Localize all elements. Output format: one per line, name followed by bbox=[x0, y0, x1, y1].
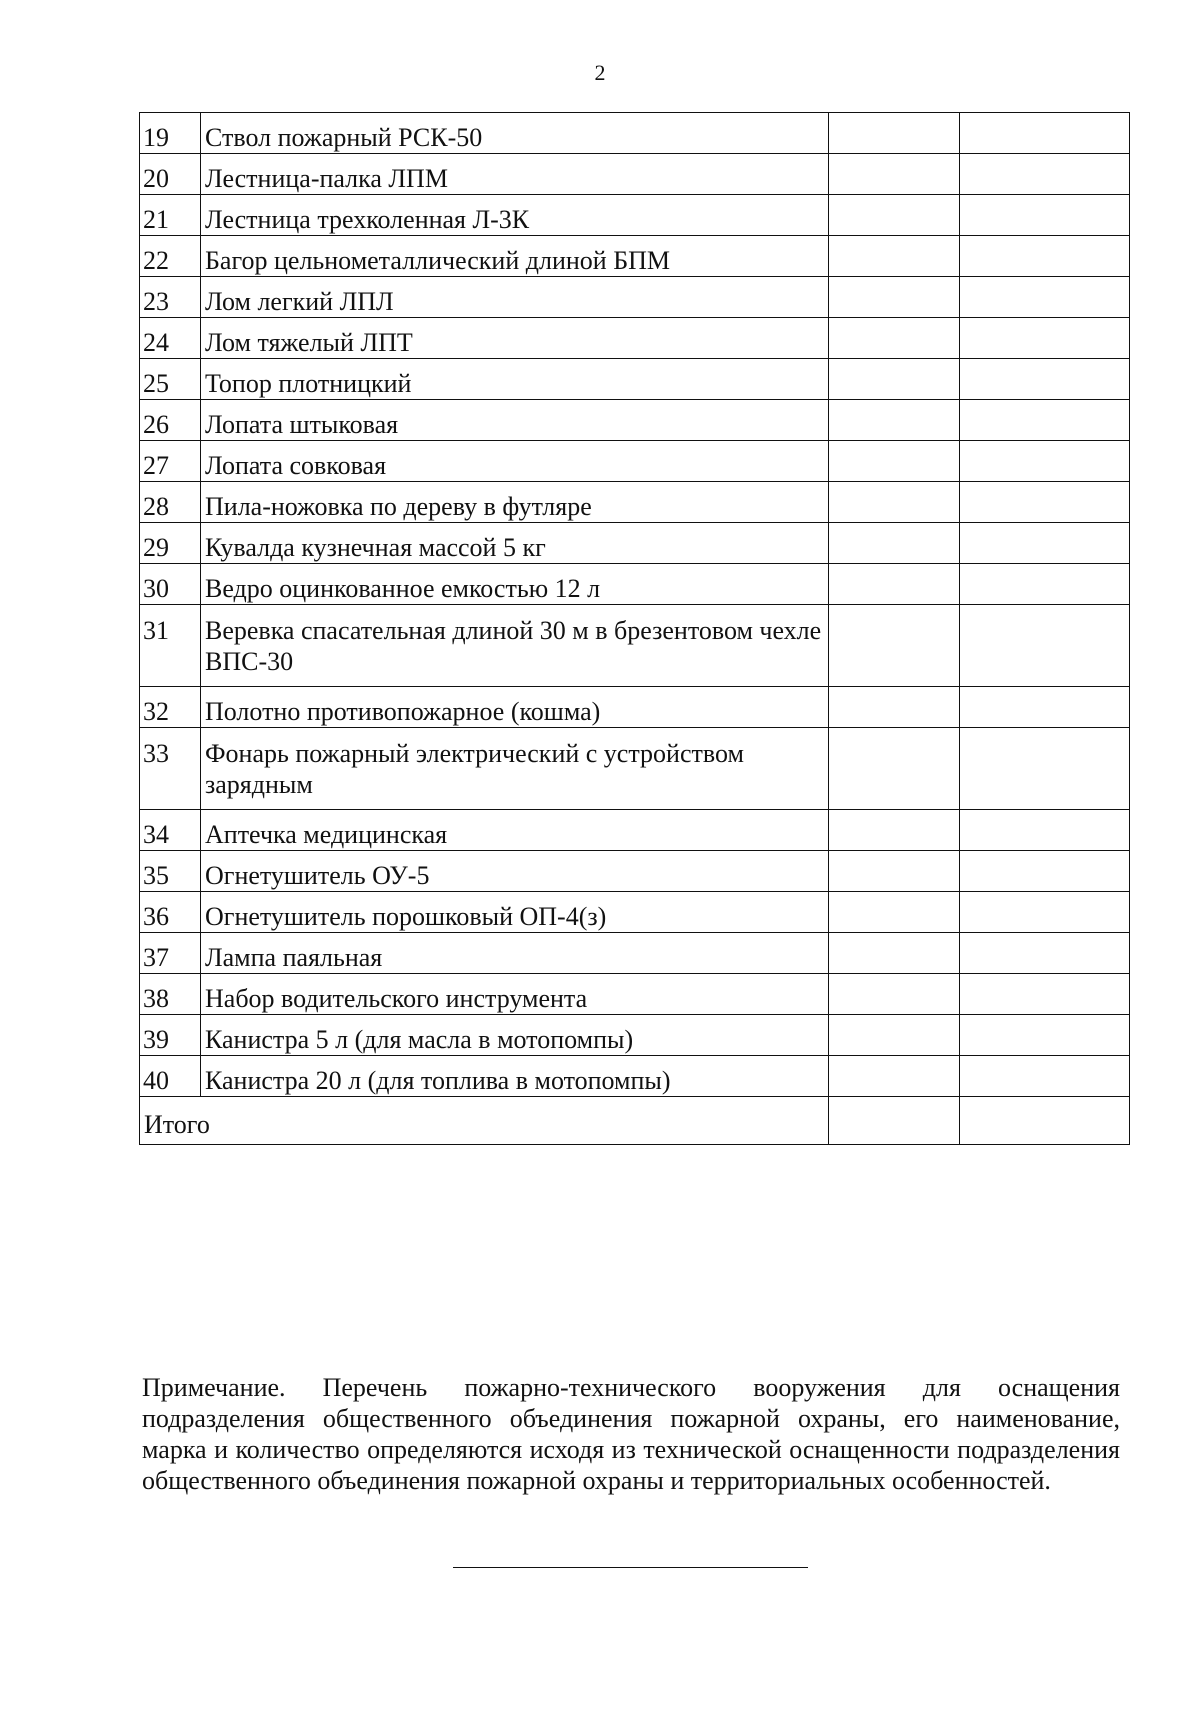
table-row bbox=[140, 851, 1130, 892]
row-empty-cell bbox=[960, 1056, 1130, 1097]
row-empty-cell bbox=[960, 851, 1130, 892]
row-number: 21 bbox=[140, 195, 201, 236]
row-number: 22 bbox=[140, 236, 201, 277]
row-empty-cell bbox=[960, 441, 1130, 482]
row-name: Полотно противопожарное (кошма) bbox=[201, 687, 829, 728]
table-row bbox=[140, 810, 1130, 851]
row-name: Кувалда кузнечная массой 5 кг bbox=[201, 523, 829, 564]
row-empty-cell bbox=[829, 236, 960, 277]
row-name: Пила-ножовка по дереву в футляре bbox=[201, 482, 829, 523]
row-name: Канистра 5 л (для масла в мотопомпы) bbox=[201, 1015, 829, 1056]
row-number: 23 bbox=[140, 277, 201, 318]
row-empty-cell bbox=[960, 605, 1130, 687]
row-empty-cell bbox=[829, 195, 960, 236]
row-name: Набор водительского инструмента bbox=[201, 974, 829, 1015]
bottom-rule bbox=[453, 1567, 808, 1568]
row-name: Лампа паяльная bbox=[201, 933, 829, 974]
row-empty-cell bbox=[829, 277, 960, 318]
row-empty-cell bbox=[829, 441, 960, 482]
row-empty-cell bbox=[829, 974, 960, 1015]
row-empty-cell bbox=[829, 851, 960, 892]
table-row bbox=[140, 1056, 1130, 1097]
row-empty-cell bbox=[960, 523, 1130, 564]
note-paragraph: Примечание. Перечень пожарно-технического вооружения для оснащения подразделения общественного объединения пожарной охраны, его наименование, марка и количество определяются исходя из технической оснащенности подразделения общественного объединения пожарной охраны и территориальных особенностей. bbox=[142, 1373, 1120, 1495]
row-empty-cell bbox=[960, 236, 1130, 277]
row-empty-cell bbox=[960, 154, 1130, 195]
row-empty-cell bbox=[829, 564, 960, 605]
row-number: 27 bbox=[140, 441, 201, 482]
row-empty-cell bbox=[829, 113, 960, 154]
table-row bbox=[140, 154, 1130, 195]
row-number: 19 bbox=[140, 113, 201, 154]
row-name: Ствол пожарный РСК-50 bbox=[201, 113, 829, 154]
table-row bbox=[140, 277, 1130, 318]
row-empty-cell bbox=[960, 892, 1130, 933]
row-number: 35 bbox=[140, 851, 201, 892]
row-empty-cell bbox=[829, 933, 960, 974]
row-empty-cell bbox=[829, 687, 960, 728]
row-number: 29 bbox=[140, 523, 201, 564]
row-empty-cell bbox=[829, 1056, 960, 1097]
table-row bbox=[140, 605, 1130, 687]
row-empty-cell bbox=[829, 154, 960, 195]
row-name: Лестница-палка ЛПМ bbox=[201, 154, 829, 195]
row-name: Лопата штыковая bbox=[201, 400, 829, 441]
row-number: 33 bbox=[140, 728, 201, 810]
row-empty-cell bbox=[960, 810, 1130, 851]
equipment-table bbox=[139, 112, 1130, 1145]
total-row bbox=[140, 1097, 1130, 1145]
row-empty-cell bbox=[960, 400, 1130, 441]
row-number: 38 bbox=[140, 974, 201, 1015]
row-number: 39 bbox=[140, 1015, 201, 1056]
row-number: 25 bbox=[140, 359, 201, 400]
row-empty-cell bbox=[960, 318, 1130, 359]
table-row bbox=[140, 236, 1130, 277]
table-row bbox=[140, 974, 1130, 1015]
row-number: 30 bbox=[140, 564, 201, 605]
row-number: 40 bbox=[140, 1056, 201, 1097]
row-empty-cell bbox=[960, 195, 1130, 236]
row-number: 28 bbox=[140, 482, 201, 523]
row-number: 34 bbox=[140, 810, 201, 851]
table-row bbox=[140, 728, 1130, 810]
row-empty-cell bbox=[960, 359, 1130, 400]
row-number: 24 bbox=[140, 318, 201, 359]
row-empty-cell bbox=[829, 318, 960, 359]
row-empty-cell bbox=[829, 1015, 960, 1056]
total-empty-cell bbox=[829, 1097, 960, 1145]
row-empty-cell bbox=[829, 605, 960, 687]
table-row bbox=[140, 113, 1130, 154]
row-name: Багор цельнометаллический длиной БПМ bbox=[201, 236, 829, 277]
table-row bbox=[140, 687, 1130, 728]
total-label: Итого bbox=[140, 1097, 829, 1145]
row-empty-cell bbox=[829, 728, 960, 810]
row-empty-cell bbox=[960, 728, 1130, 810]
row-number: 20 bbox=[140, 154, 201, 195]
table-row bbox=[140, 933, 1130, 974]
row-number: 37 bbox=[140, 933, 201, 974]
row-number: 26 bbox=[140, 400, 201, 441]
row-number: 36 bbox=[140, 892, 201, 933]
row-empty-cell bbox=[960, 564, 1130, 605]
table-row bbox=[140, 359, 1130, 400]
row-empty-cell bbox=[829, 359, 960, 400]
row-empty-cell bbox=[960, 277, 1130, 318]
row-number: 32 bbox=[140, 687, 201, 728]
row-number: 31 bbox=[140, 605, 201, 687]
row-name: Лопата совковая bbox=[201, 441, 829, 482]
row-name: Топор плотницкий bbox=[201, 359, 829, 400]
row-name: Огнетушитель ОУ-5 bbox=[201, 851, 829, 892]
table-row bbox=[140, 318, 1130, 359]
row-empty-cell bbox=[829, 400, 960, 441]
table-row bbox=[140, 400, 1130, 441]
total-empty-cell bbox=[960, 1097, 1130, 1145]
row-empty-cell bbox=[829, 892, 960, 933]
row-empty-cell bbox=[960, 1015, 1130, 1056]
row-empty-cell bbox=[960, 482, 1130, 523]
row-empty-cell bbox=[960, 687, 1130, 728]
row-name: Лом легкий ЛПЛ bbox=[201, 277, 829, 318]
row-empty-cell bbox=[960, 113, 1130, 154]
table-row bbox=[140, 523, 1130, 564]
table-row bbox=[140, 892, 1130, 933]
row-name: Лом тяжелый ЛПТ bbox=[201, 318, 829, 359]
table-row bbox=[140, 1015, 1130, 1056]
row-name: Канистра 20 л (для топлива в мотопомпы) bbox=[201, 1056, 829, 1097]
row-name: Аптечка медицинская bbox=[201, 810, 829, 851]
row-name: Фонарь пожарный электрический с устройством зарядным bbox=[201, 728, 829, 810]
row-empty-cell bbox=[829, 482, 960, 523]
row-empty-cell bbox=[829, 810, 960, 851]
row-empty-cell bbox=[960, 974, 1130, 1015]
table-row bbox=[140, 195, 1130, 236]
page-number: 2 bbox=[594, 60, 606, 85]
table-row bbox=[140, 482, 1130, 523]
row-name: Огнетушитель порошковый ОП-4(з) bbox=[201, 892, 829, 933]
row-empty-cell bbox=[829, 523, 960, 564]
table-row bbox=[140, 441, 1130, 482]
row-name: Лестница трехколенная Л-3К bbox=[201, 195, 829, 236]
row-empty-cell bbox=[960, 933, 1130, 974]
row-name: Веревка спасательная длиной 30 м в брезентовом чехле ВПС-30 bbox=[201, 605, 829, 687]
table-row bbox=[140, 564, 1130, 605]
row-name: Ведро оцинкованное емкостью 12 л bbox=[201, 564, 829, 605]
